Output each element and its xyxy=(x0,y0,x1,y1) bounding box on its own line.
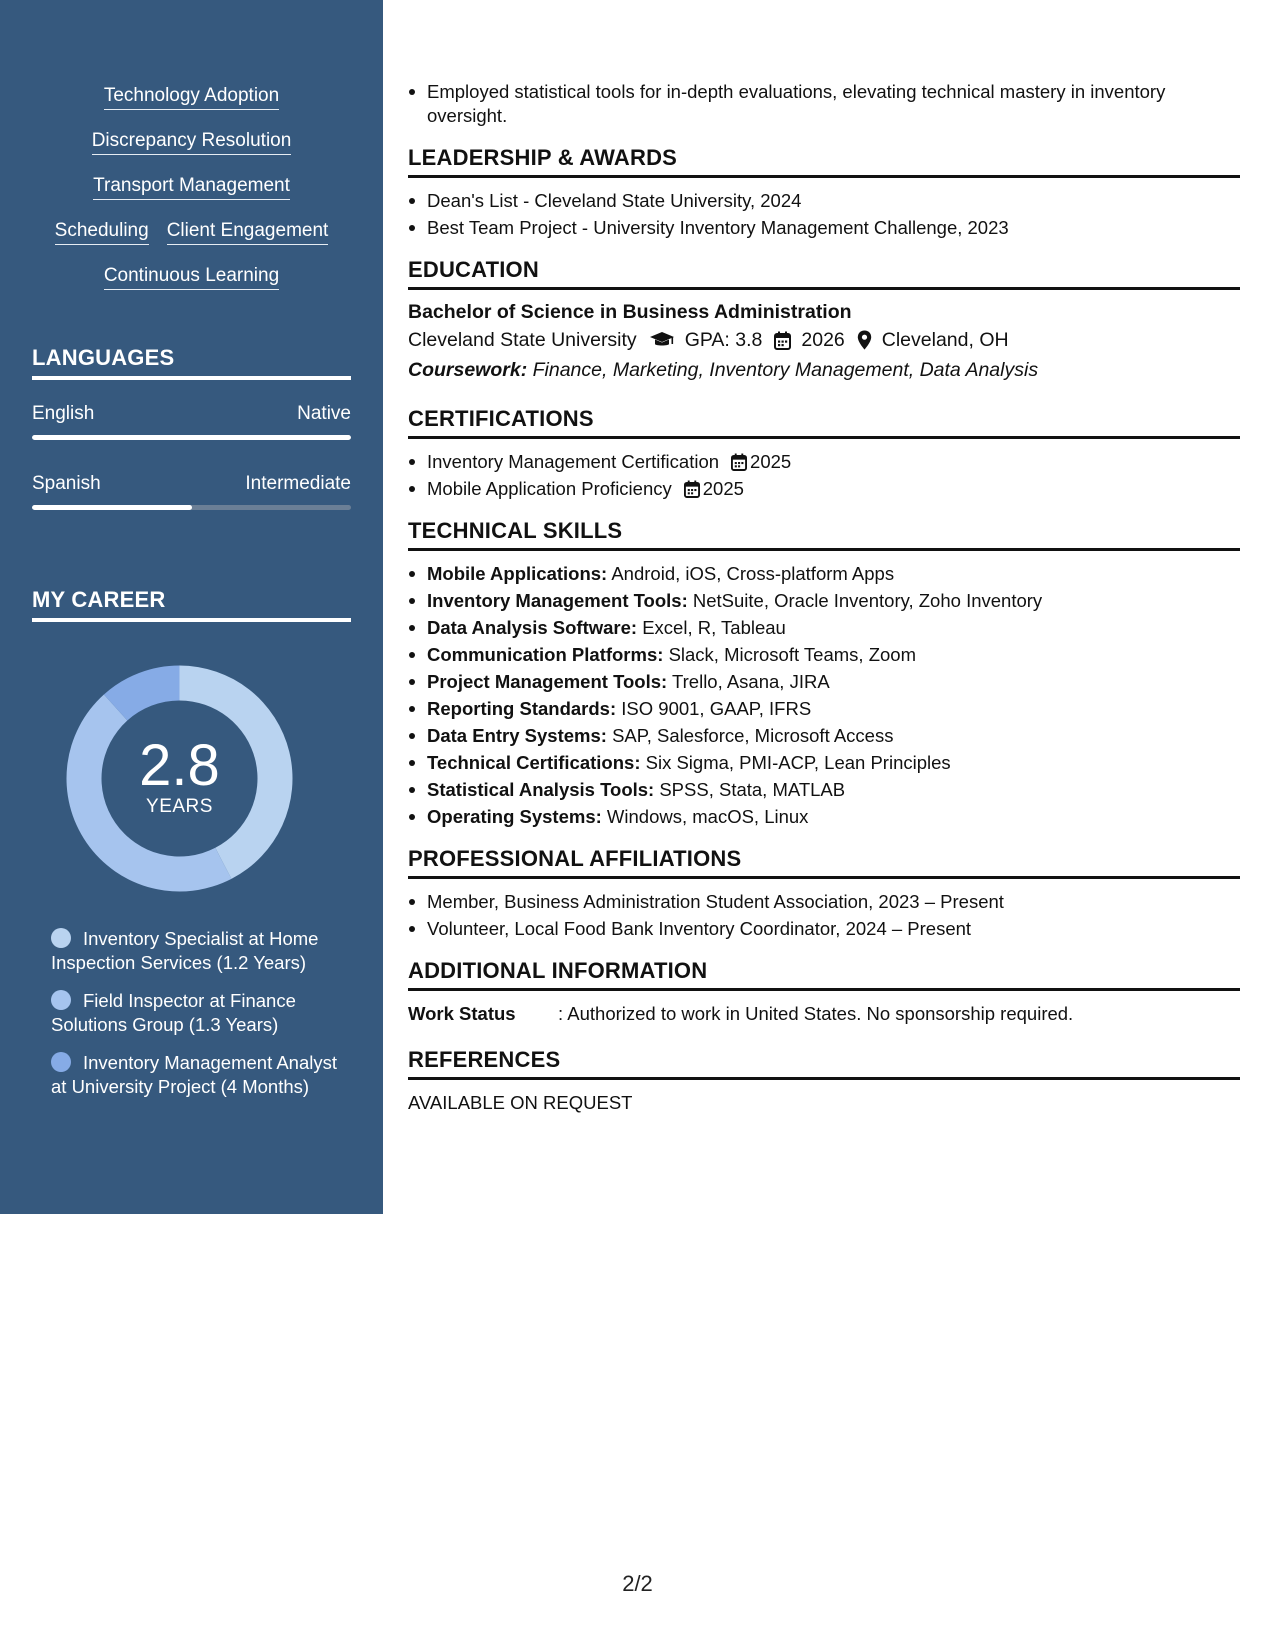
graduation-cap-icon xyxy=(649,331,675,349)
list-item: Inventory Management Tools: NetSuite, Oracle Inventory, Zoho Inventory xyxy=(408,589,1240,613)
coursework-value: Finance, Marketing, Inventory Management, Data Analysis xyxy=(532,359,1039,381)
list-item: Data Entry Systems: SAP, Salesforce, Microsoft Access xyxy=(408,724,1240,748)
career-item: Field Inspector at Finance Solutions Group (1.3 Years) xyxy=(51,990,296,1035)
list-item: Best Team Project - University Inventory Management Challenge, 2023 xyxy=(408,216,1240,240)
list-item: Project Management Tools: Trello, Asana, JIRA xyxy=(408,670,1240,694)
language-level: Intermediate xyxy=(245,473,351,494)
list-item: Operating Systems: Windows, macOS, Linux xyxy=(408,805,1240,829)
certifications-list xyxy=(408,450,1240,501)
career-dot xyxy=(51,1052,71,1072)
work-status-label: Work Status xyxy=(408,1003,516,1024)
section-title-technical-skills: TECHNICAL SKILLS xyxy=(408,517,1240,551)
language-bar xyxy=(32,505,351,510)
language-name: English xyxy=(32,403,95,424)
cert-year: 2025 xyxy=(702,478,744,499)
skill-tag: Technology Adoption xyxy=(104,84,279,110)
career-list xyxy=(51,927,341,1113)
language-bar-fill xyxy=(32,505,192,510)
skill-tag: Discrepancy Resolution xyxy=(92,129,292,155)
section-title-leadership: LEADERSHIP & AWARDS xyxy=(408,144,1240,178)
section-title-certifications: CERTIFICATIONS xyxy=(408,405,1240,439)
languages-heading: LANGUAGES xyxy=(32,344,351,380)
affiliations-list xyxy=(408,890,1240,941)
list-item: Inventory Management Certification 2025 xyxy=(408,450,1240,474)
gpa: GPA: 3.8 xyxy=(684,329,763,351)
main-content xyxy=(408,80,1240,1115)
language-bar xyxy=(32,435,351,440)
coursework-label: Coursework: xyxy=(408,359,528,381)
career-dot xyxy=(51,990,71,1010)
skill-tag: Continuous Learning xyxy=(104,264,279,290)
list-item: Communication Platforms: Slack, Microsoft Teams, Zoom xyxy=(408,643,1240,667)
list-item: Mobile Applications: Android, iOS, Cross-platform Apps xyxy=(408,562,1240,586)
language-english xyxy=(32,402,351,440)
skill-tags xyxy=(32,84,351,309)
calendar-icon xyxy=(684,480,700,498)
graduation-year: 2026 xyxy=(801,329,845,351)
career-item: Inventory Specialist at Home Inspection Services (1.2 Years) xyxy=(51,928,319,973)
list-item: Member, Business Administration Student Association, 2023 – Present xyxy=(408,890,1240,914)
references-text: AVAILABLE ON REQUEST xyxy=(408,1092,633,1113)
calendar-icon xyxy=(731,453,747,471)
list-item: Mobile Application Proficiency 2025 xyxy=(408,477,1240,501)
section-title-affiliations: PROFESSIONAL AFFILIATIONS xyxy=(408,845,1240,879)
list-item: Volunteer, Local Food Bank Inventory Coordinator, 2024 – Present xyxy=(408,917,1240,941)
work-status-value: : Authorized to work in United States. No sponsorship required. xyxy=(558,1003,1074,1024)
section-title-additional: ADDITIONAL INFORMATION xyxy=(408,957,1240,991)
experience-bullets xyxy=(408,80,1240,128)
career-unit: YEARS xyxy=(146,795,213,817)
section-title-education: EDUCATION xyxy=(408,256,1240,290)
school-name: Cleveland State University xyxy=(408,329,637,351)
career-heading: MY CAREER xyxy=(32,586,351,622)
skill-tag: Scheduling xyxy=(55,219,149,245)
skill-tag: Client Engagement xyxy=(167,219,329,245)
cert-year: 2025 xyxy=(750,451,792,472)
section-title-references: REFERENCES xyxy=(408,1046,1240,1080)
location-pin-icon xyxy=(857,330,872,350)
language-bar-fill xyxy=(32,435,351,440)
skill-tag: Transport Management xyxy=(93,174,290,200)
sidebar xyxy=(0,0,383,1214)
list-item: Reporting Standards: ISO 9001, GAAP, IFRS xyxy=(408,697,1240,721)
career-donut xyxy=(66,665,293,892)
location: Cleveland, OH xyxy=(881,329,1009,351)
career-total: 2.8 xyxy=(139,732,220,798)
career-dot xyxy=(51,928,71,948)
school-line xyxy=(408,325,1240,355)
work-status-row xyxy=(408,1002,1240,1026)
skills-list xyxy=(408,562,1240,829)
coursework xyxy=(408,355,1240,385)
language-level: Native xyxy=(297,403,351,424)
list-item: Data Analysis Software: Excel, R, Tableau xyxy=(408,616,1240,640)
list-item: Statistical Analysis Tools: SPSS, Stata, MATLAB xyxy=(408,778,1240,802)
list-item: Dean's List - Cleveland State University, 2024 xyxy=(408,189,1240,213)
leadership-list xyxy=(408,189,1240,240)
language-spanish xyxy=(32,472,351,510)
career-item: Inventory Management Analyst at University Project (4 Months) xyxy=(51,1052,338,1097)
calendar-icon xyxy=(774,331,791,350)
list-item: Employed statistical tools for in-depth evaluations, elevating technical mastery in inventory oversight. xyxy=(408,80,1240,128)
degree: Bachelor of Science in Business Administration xyxy=(408,301,852,323)
page-number: 2/2 xyxy=(622,1571,653,1596)
language-name: Spanish xyxy=(32,473,101,494)
list-item: Technical Certifications: Six Sigma, PMI-ACP, Lean Principles xyxy=(408,751,1240,775)
